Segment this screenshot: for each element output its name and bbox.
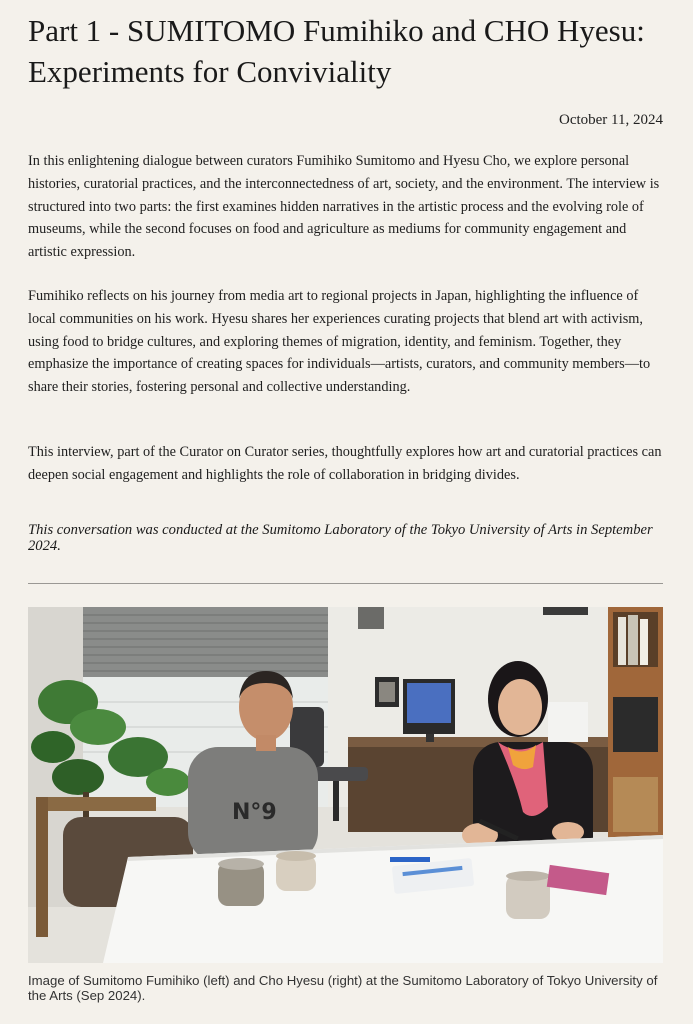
shirt-print: N°9 xyxy=(232,800,277,825)
article-photo xyxy=(28,607,663,963)
article-title: Part 1 - SUMITOMO Fumihiko and CHO Hyesu: Experiments for Conviviality xyxy=(28,13,645,89)
intro-paragraph-2: Fumihiko reflects on his journey from media art to regional projects in Japan, highlighting the influence of local communities on his work. Hyesu shares her experiences curating projects that blend art with activism, using food to bridge cultures, and exploring themes of migration, identity, and feminism. Together, they emphasize the importance of creating spaces for individuals—artists, curators, and community members—to share their stories, fostering personal and collective understanding. xyxy=(28,288,651,396)
photo-caption: Image of Sumitomo Fumihiko (left) and Cho Hyesu (right) at the Sumitomo Laboratory of Tokyo University of the Arts (Sep 2024). xyxy=(28,973,658,1003)
publish-date: October 11, 2024 xyxy=(558,112,663,128)
conversation-note: This conversation was conducted at the Sumitomo Laboratory of the Tokyo University of Arts in September 2024. xyxy=(28,522,653,554)
intro-paragraph-3: This interview, part of the Curator on Curator series, thoughtfully explores how art and curatorial practices can deepen social engagement and highlights the role of collaboration in bridging divides. xyxy=(28,444,662,483)
section-divider xyxy=(28,583,663,584)
intro-paragraph-1: In this enlightening dialogue between curators Fumihiko Sumitomo and Hyesu Cho, we explore personal histories, curatorial practices, and the interconnectedness of art, society, and the environment. The interview is structured into two parts: the first examines hidden narratives in the artistic process and the evolving role of museums, while the second focuses on food and agriculture as mediums for community engagement and artistic expression. xyxy=(28,153,660,261)
